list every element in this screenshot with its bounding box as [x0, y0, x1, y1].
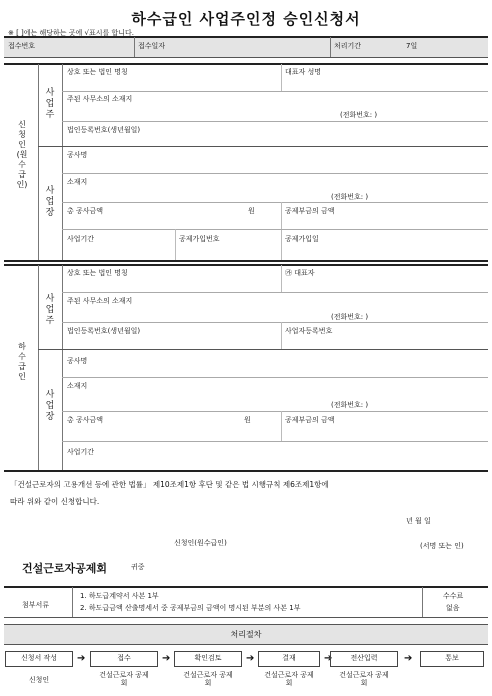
- process-step-3: 확인검토: [174, 651, 242, 667]
- form-title: 하수급인 사업주인정 승인신청서: [131, 10, 361, 28]
- sub-representative: ㉮ 대표자: [285, 269, 315, 277]
- sub-premium: 공제부금의 금액: [285, 416, 335, 424]
- sub-won: 원: [244, 416, 251, 424]
- applicant-insurance-no: 공제가입번호: [179, 235, 220, 243]
- sub-owner-group-label: 사업주: [45, 294, 55, 326]
- arrow-icon: ➔: [77, 653, 86, 664]
- sub-address: 주된 사무소의 소재지: [67, 297, 133, 305]
- applicant-owner-phone: (전화번호: ): [340, 111, 378, 119]
- sub-company-name: 상호 또는 법인 명칭: [67, 269, 128, 277]
- applicant-period: 사업기간: [67, 235, 95, 243]
- process-header: 처리절차: [230, 630, 262, 639]
- signature-field[interactable]: (서명 또는 인): [420, 542, 464, 550]
- processing-period-value: 7일: [406, 42, 418, 50]
- applicant-join-date: 공제가입일: [285, 235, 319, 243]
- attachments-label: 첨부서류: [22, 601, 50, 609]
- process-actor-4: 건설근로자 공제회: [264, 671, 314, 687]
- sub-owner-phone: (전화번호: ): [331, 313, 369, 321]
- process-step-6: 통보: [420, 651, 484, 667]
- processing-period-label: 처리기간: [334, 42, 362, 50]
- sub-corp-reg-no: 법인등록번호(생년월일): [67, 327, 141, 335]
- process-actor-5: 건설근로자 공제회: [339, 671, 389, 687]
- receipt-number-label: 접수번호: [8, 42, 36, 50]
- sub-period: 사업기간: [67, 448, 95, 456]
- applicant-section-label: 신청인(원수급인): [16, 120, 28, 189]
- sub-construction-name: 공사명: [67, 357, 88, 365]
- attachment-item-2: 2. 하도급금액 산출명세서 중 공제부금의 금액이 명시된 부분의 사본 1부: [80, 604, 301, 612]
- sub-site-phone: (전화번호: ): [331, 401, 369, 409]
- applicant-owner-group-label: 사업주: [45, 88, 55, 120]
- process-step-1: 신청서 작성: [5, 651, 73, 667]
- statement-line-1: 「건설근로자의 고용개선 등에 관한 법률」 제10조제1항 후단 및 같은 법 시행규칙 제6조제1항에: [10, 480, 329, 489]
- applicant-construction-name: 공사명: [67, 151, 88, 159]
- recipient-suffix: 귀중: [131, 563, 145, 571]
- process-step-5: 전산입력: [330, 651, 398, 667]
- arrow-icon: ➔: [246, 653, 255, 664]
- receipt-date-label: 접수일자: [138, 42, 166, 50]
- process-step-2: 접수: [90, 651, 158, 667]
- recipient-org: 건설근로자공제회: [22, 562, 108, 575]
- checkbox-note: ※ [ ]에는 해당하는 곳에 √표시를 합니다.: [8, 29, 135, 37]
- arrow-icon: ➔: [324, 653, 333, 664]
- sub-site-group-label: 사업장: [45, 390, 55, 422]
- applicant-total-amount: 총 공사금액: [67, 207, 104, 215]
- applicant-company-name: 상호 또는 법인 명칭: [67, 68, 128, 76]
- attachment-item-1: 1. 하도급계약서 사본 1부: [80, 592, 159, 600]
- sub-site-location: 소재지: [67, 382, 88, 390]
- applicant-corp-reg-no: 법인등록번호(생년월일): [67, 126, 141, 134]
- process-actor-1: 신청인: [28, 676, 50, 684]
- applicant-site-phone: (전화번호: ): [331, 193, 369, 201]
- statement-line-2: 따라 위와 같이 신청합니다.: [10, 497, 100, 506]
- statement-date[interactable]: 년 월 일: [406, 517, 431, 525]
- fee-value: 없음: [446, 604, 460, 612]
- applicant-premium: 공제부금의 금액: [285, 207, 335, 215]
- applicant-site-group-label: 사업장: [45, 186, 55, 218]
- applicant-address: 주된 사무소의 소재지: [67, 95, 133, 103]
- sub-total-amount: 총 공사금액: [67, 416, 104, 424]
- applicant-site-location: 소재지: [67, 178, 88, 186]
- subcontractor-section-label: 하수급인: [18, 342, 26, 381]
- arrow-icon: ➔: [162, 653, 171, 664]
- applicant-representative: 대표자 성명: [285, 68, 322, 76]
- process-step-4: 결재: [258, 651, 320, 667]
- applicant-won: 원: [248, 207, 255, 215]
- process-actor-3: 건설근로자 공제회: [183, 671, 233, 687]
- signer-label: 신청인(원수급인): [174, 539, 227, 547]
- arrow-icon: ➔: [404, 653, 413, 664]
- fee-label: 수수료: [443, 592, 464, 600]
- process-actor-2: 건설근로자 공제회: [99, 671, 149, 687]
- sub-biz-reg-no: 사업자등록번호: [285, 327, 333, 335]
